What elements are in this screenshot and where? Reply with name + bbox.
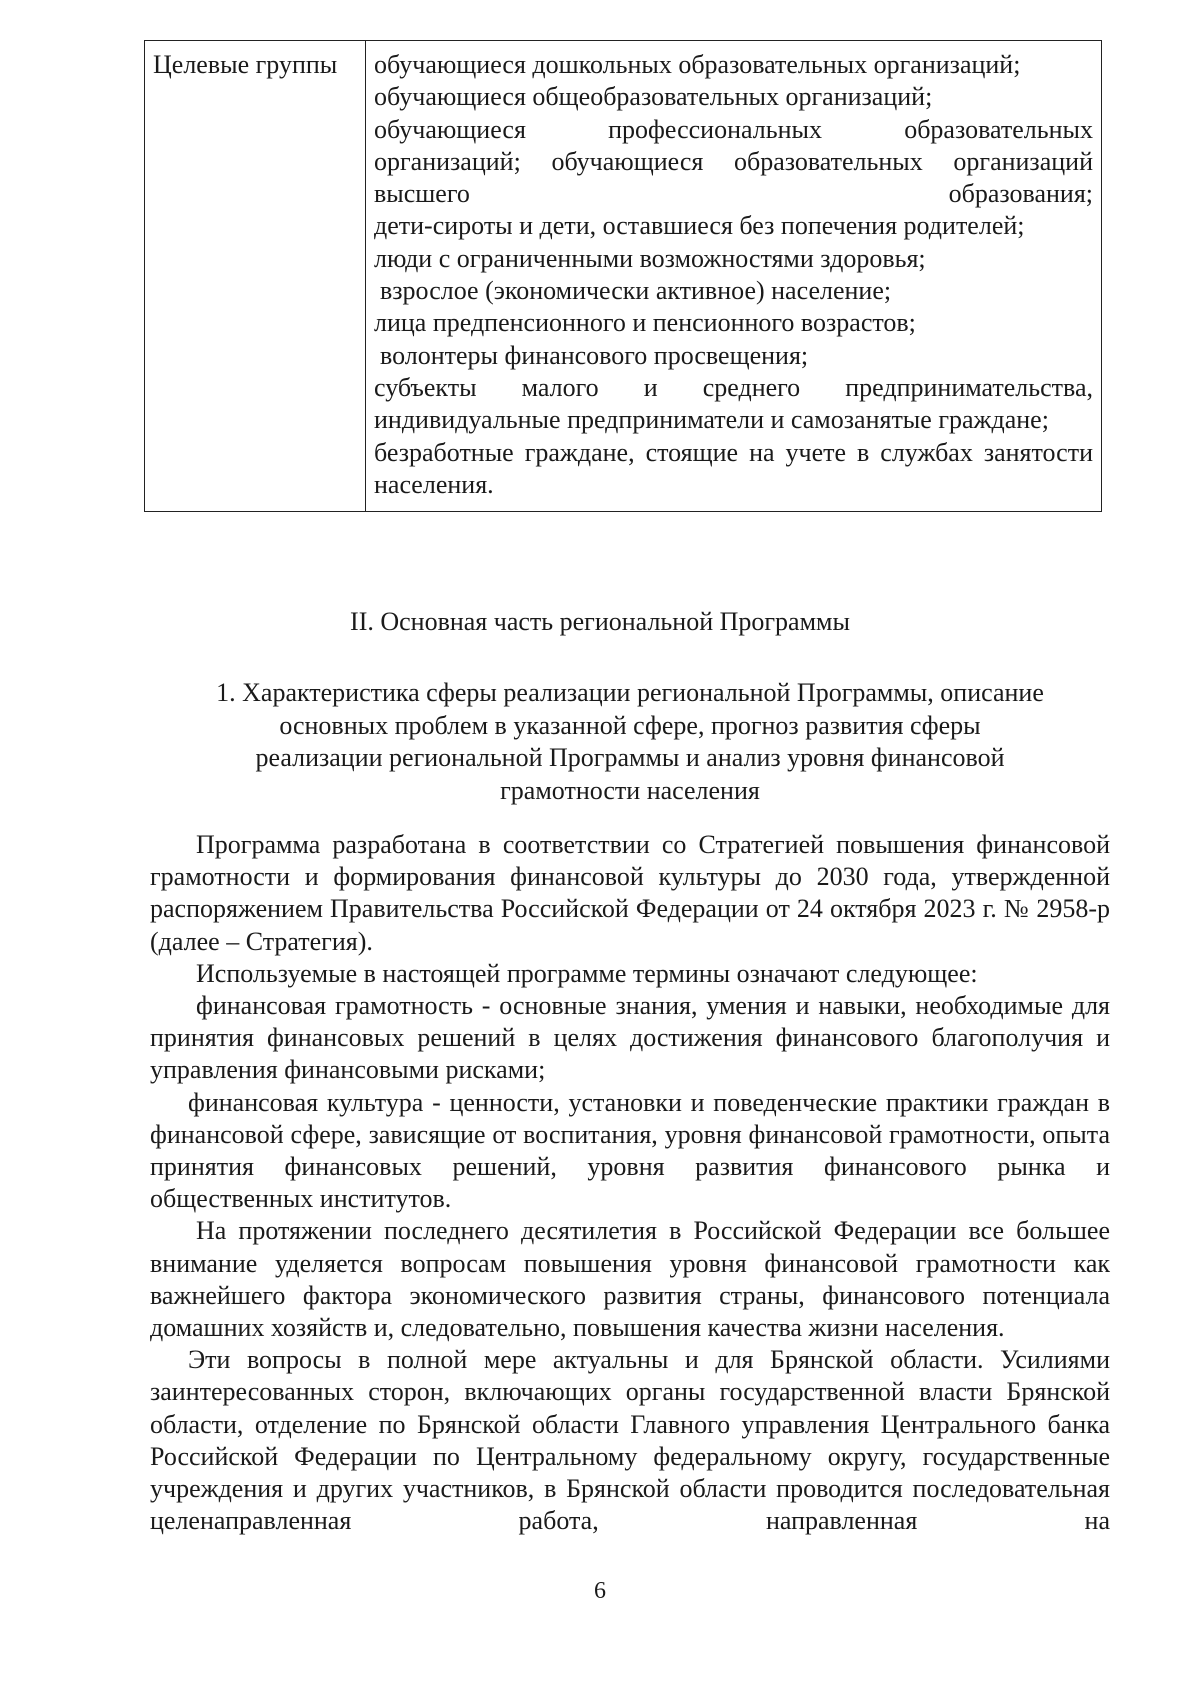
- subsection-title-line: грамотности населения: [500, 776, 760, 806]
- subsection-title-line: основных проблем в указанной сфере, прогноз развития сферы: [279, 710, 981, 740]
- target-groups-table: [144, 40, 1102, 512]
- table-label-cell: Целевые группы: [145, 41, 366, 512]
- target-group-item: люди с ограниченными возможностями здоровья;: [374, 243, 926, 273]
- paragraph: финансовая грамотность - основные знания, умения и навыки, необходимые для принятия финансовых решений в целях достижения финансового благополучия и управления финансовыми рисками;: [150, 991, 1110, 1085]
- target-group-item: лица предпенсионного и пенсионного возрастов;: [374, 308, 916, 338]
- subsection-title-line: реализации региональной Программы и анализ уровня финансовой: [255, 743, 1005, 773]
- target-group-item: обучающиеся профессиональных образовательных организаций; обучающиеся образовательных организаций высшего образования;: [374, 114, 1093, 209]
- target-group-item: безработные граждане, стоящие на учете в службах занятости населения.: [374, 437, 1093, 499]
- body-text: [150, 829, 1110, 1537]
- paragraph: Используемые в настоящей программе термины означают следующее:: [196, 958, 978, 988]
- target-group-item: обучающиеся дошкольных образовательных организаций;: [374, 50, 1021, 79]
- target-group-item: волонтеры финансового просвещения;: [380, 340, 809, 370]
- paragraph: финансовая культура - ценности, установки и поведенческие практики граждан в финансовой сфере, зависящие от воспитания, уровня финансовой грамотности, опыта принятия финансовых решений, уровня развития финансового рынка и общественных институтов.: [150, 1087, 1110, 1214]
- section-title: II. Основная часть региональной Программы: [350, 607, 850, 636]
- target-group-item: взрослое (экономически активное) население;: [380, 276, 892, 306]
- subsection-title-line: 1. Характеристика сферы реализации региональной Программы, описание: [216, 678, 1044, 707]
- page-number: 6: [594, 1578, 606, 1604]
- subsection-title: [150, 677, 1110, 808]
- paragraph: На протяжении последнего десятилетия в Российской Федерации все большее внимание уделяется вопросам повышения уровня финансовой грамотности как важнейшего фактора экономического развития страны, финансового потенциала домашних хозяйств и, следовательно, повышения качества жизни населения.: [150, 1216, 1110, 1343]
- paragraph: Программа разработана в соответствии со Стратегией повышения финансовой грамотности и формирования финансовой культуры до 2030 года, утвержденной распоряжением Правительства Российской Федерации от 24 октября 2023 г. № 2958-р (далее – Стратегия).: [150, 830, 1110, 956]
- target-group-item: дети-сироты и дети, оставшиеся без попечения родителей;: [374, 211, 1025, 241]
- table-row: [145, 41, 1102, 512]
- table-content-cell: [366, 41, 1102, 512]
- target-group-item: субъекты малого и среднего предпринимательства, индивидуальные предприниматели и самозанятые граждане;: [374, 372, 1093, 435]
- paragraph: Эти вопросы в полной мере актуальны и для Брянской области. Усилиями заинтересованных сторон, включающих органы государственной власти Брянской области, отделение по Брянской области Главного управления Центрального банка Российской Федерации по Центральному федеральному округу, государственные учреждения и других участников, в Брянской области проводится последовательная целенаправленная работа, направленная на: [150, 1345, 1110, 1536]
- target-group-item: обучающиеся общеобразовательных организаций;: [374, 82, 933, 112]
